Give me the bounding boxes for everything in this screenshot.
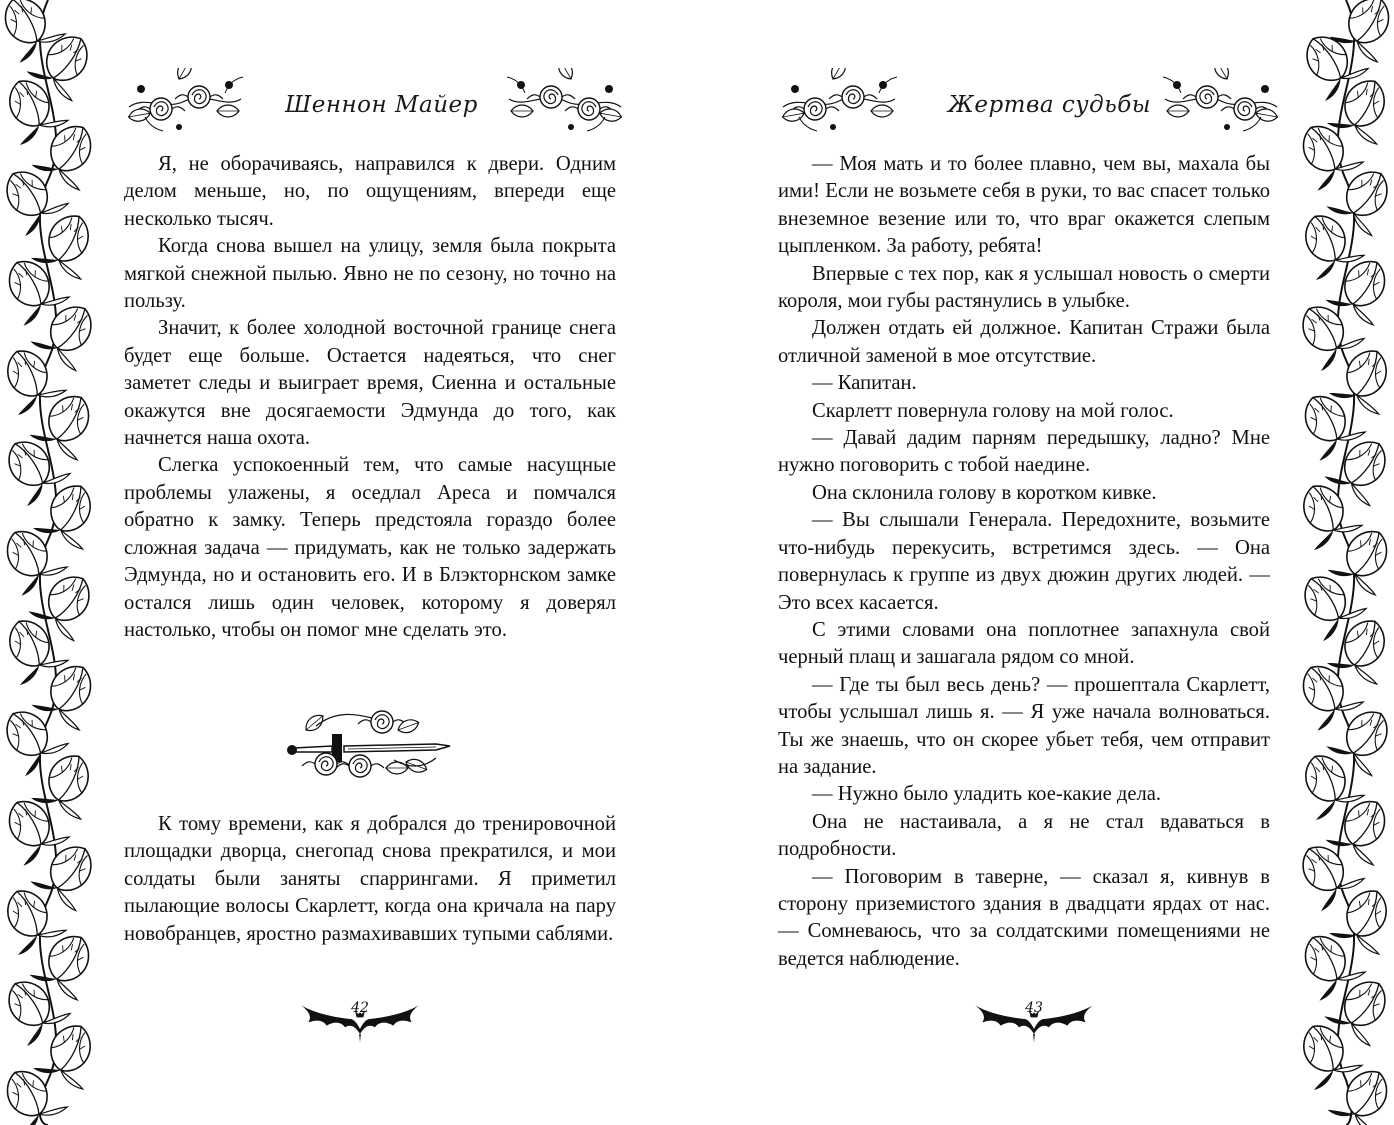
paragraph: К тому времени, как я добрался до тренировочной площадки дворца, снегопад снова прекратился, и мои солдаты были заняты спаррингами. Я приметил пылающие волосы Скарлетт, когда она кричала на пару новобранцев, яростно размахивавших тупыми саблями. [124,813,616,945]
left-header-ornament-left [120,68,250,138]
left-header-ornament-right [500,68,630,138]
paragraph: С этими словами она поплотнее запахнула свой черный плащ и зашагала рядом со мной. [778,618,1270,669]
paragraph: Впервые с тех пор, как я услышал новость о смерти короля, мои губы растянулись в улыбке. [778,262,1270,313]
right-running-head: Жертва судьбы [948,92,1151,118]
paragraph: — Вы слышали Генерала. Передохните, возьмите что-нибудь перекусить, встретимся здесь. — Она повернулась к группе из двух дюжин других людей. — Это всех касается. [778,509,1270,614]
paragraph: — Моя мать и то более плавно, чем вы, махала бы ими! Если не возьмете себя в руки, то вас спасет только внеземное везение или то, что враг окажется слепым цыпленком. За работу, ребята! [778,153,1270,258]
paragraph: Должен отдать ей должное. Капитан Стражи была отличной заменой в мое отсутствие. [778,317,1270,367]
paragraph: Я, не оборачиваясь, направился к двери. Одним делом меньше, но, по ощущениям, впереди еще несколько тысяч. [124,153,616,230]
right-header-ornament-left [774,68,904,138]
paragraph: — Где ты был весь день? — прошептала Скарлетт, чтобы услышал лишь я. — Я уже начала волноваться. Ты же знаешь, что он скорее убьет тебя, чем отправит на задание. [778,673,1270,778]
paragraph: — Поговорим в таверне, — сказал я, кивнув в сторону приземистого здания в двадцати ярдах от нас. — Сомневаюсь, что за солдатскими помещениями не ведется наблюдение. [778,865,1270,970]
paragraph: Слегка успокоенный тем, что самые насущные проблемы улажены, я оседлал Ареса и помчался обратно к замку. Теперь предстояла гораздо более сложная задача — придумать, как не только задержать Эдмунда, но и остановить его. И в Блэкторнском замке остался лишь один человек, которому я доверял настолько, чтобы он помог мне сделать это. [124,454,616,641]
paragraph: Она склонила голову в коротком кивке. [812,481,1157,504]
paragraph: — Капитан. [812,372,917,395]
sword-roses-ornament [286,700,456,790]
paragraph: Скарлетт повернула голову на мой голос. [812,399,1174,422]
right-page-number: 43 [1025,1000,1043,1016]
right-text [778,151,1270,973]
left-page [100,0,700,1125]
right-header-ornament-right [1156,68,1286,138]
left-text-section-2 [124,811,616,948]
paragraph: Она не настаивала, а я не стал вдаваться в подробности. [778,810,1270,861]
paragraph: — Нужно было уладить кое-какие дела. [812,783,1162,806]
left-page-number: 42 [351,1000,369,1016]
paragraph: Значит, к более холодной восточной границе снега будет еще больше. Остается надеяться, что снег заметет следы и выиграет время, Сиенна и остальные окажутся вне досягаемости Эдмунда до того, как начнется наша охота. [124,317,616,450]
left-running-head: Шеннон Майер [285,92,478,118]
left-floral-border [0,0,96,1125]
right-page [700,0,1300,1125]
left-text-section-1 [124,151,616,644]
paragraph: — Давай дадим парням передышку, ладно? Мне нужно поговорить с тобой наедине. [778,427,1270,477]
paragraph: Когда снова вышел на улицу, земля была покрыта мягкой снежной пылью. Явно не по сезону, но точно на пользу. [124,235,616,313]
right-floral-border [1300,0,1394,1125]
